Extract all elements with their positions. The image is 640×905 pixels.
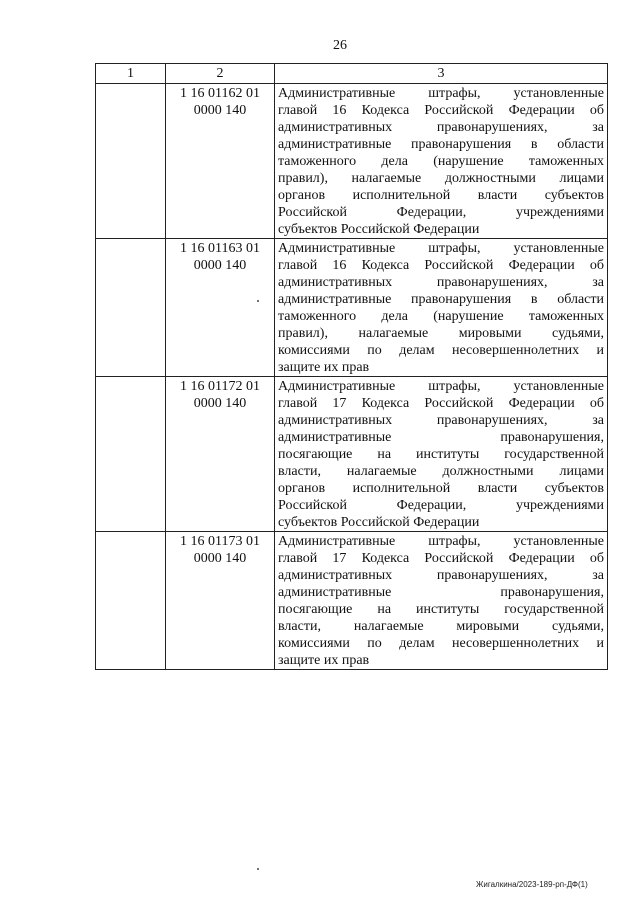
budget-code-cell [166, 239, 275, 377]
scan-speck [257, 868, 259, 870]
description-line: административных правонарушениях, за [278, 568, 604, 583]
description-line: Административные штрафы, установленные [278, 379, 604, 394]
budget-code-line: 0000 140 [193, 103, 247, 118]
description-cell [275, 239, 608, 377]
description-line: Российской Федерации, учреждениями [278, 498, 604, 513]
header-col-3: 3 [275, 64, 608, 84]
budget-code-line: 0000 140 [193, 551, 247, 566]
description-line: власти, налагаемые мировыми судьями, [278, 619, 604, 634]
description-line: комиссиями по делам несовершеннолетних и [278, 636, 604, 651]
description-line: защите их прав [278, 360, 370, 375]
description-line: Административные штрафы, установленные [278, 86, 604, 101]
table-row [96, 84, 608, 239]
description-line: правил), налагаемые мировыми судьями, [278, 326, 604, 341]
row-number-cell [96, 84, 166, 239]
description-line: защите их прав [278, 653, 370, 668]
document-stamp: Жигалкина/2023-189-рп-ДФ(1) [476, 880, 588, 889]
description-line: субъектов Российской Федерации [278, 515, 480, 530]
description-line: административные правонарушения в области [278, 292, 604, 307]
budget-code-line: 1 16 01172 01 [180, 379, 260, 394]
budget-code-line: 1 16 01173 01 [180, 534, 260, 549]
description-line: органов исполнительной власти субъектов [278, 188, 604, 203]
scan-speck [257, 300, 259, 302]
description-line: таможенного дела (нарушение таможенных [278, 309, 604, 324]
row-number-cell [96, 239, 166, 377]
table-row [96, 532, 608, 670]
budget-code-cell [166, 377, 275, 532]
description-cell [275, 84, 608, 239]
description-cell [275, 377, 608, 532]
page-number: 26 [333, 38, 347, 53]
description-line: таможенного дела (нарушение таможенных [278, 154, 604, 169]
description-line: главой 16 Кодекса Российской Федерации об [278, 258, 604, 273]
description-line: комиссиями по делам несовершеннолетних и [278, 343, 604, 358]
description-line: субъектов Российской Федерации [278, 222, 480, 237]
row-number-cell [96, 532, 166, 670]
table-header-row [96, 64, 608, 84]
description-line: административные правонарушения, [278, 585, 604, 600]
description-line: административные правонарушения, [278, 430, 604, 445]
description-line: власти, налагаемые должностными лицами [278, 464, 604, 479]
description-line: Административные штрафы, установленные [278, 534, 604, 549]
description-line: главой 17 Кодекса Российской Федерации об [278, 396, 604, 411]
budget-code-cell [166, 84, 275, 239]
row-number-cell [96, 377, 166, 532]
budget-code-cell [166, 532, 275, 670]
table-row [96, 239, 608, 377]
description-line: главой 17 Кодекса Российской Федерации об [278, 551, 604, 566]
budget-codes-table [95, 63, 608, 670]
header-col-2: 2 [166, 64, 275, 84]
description-line: Административные штрафы, установленные [278, 241, 604, 256]
budget-code-line: 1 16 01163 01 [180, 241, 260, 256]
description-line: Российской Федерации, учреждениями [278, 205, 604, 220]
budget-code-line: 1 16 01162 01 [180, 86, 260, 101]
description-line: административных правонарушениях, за [278, 413, 604, 428]
budget-code-line: 0000 140 [193, 396, 247, 411]
table-body [96, 84, 608, 670]
description-line: административные правонарушения в области [278, 137, 604, 152]
description-line: административных правонарушениях, за [278, 275, 604, 290]
description-line: посягающие на институты государственной [278, 447, 604, 462]
description-line: органов исполнительной власти субъектов [278, 481, 604, 496]
budget-code-line: 0000 140 [193, 258, 247, 273]
description-line: административных правонарушениях, за [278, 120, 604, 135]
description-line: правил), налагаемые должностными лицами [278, 171, 604, 186]
description-cell [275, 532, 608, 670]
table-row [96, 377, 608, 532]
header-col-1: 1 [96, 64, 166, 84]
description-line: посягающие на институты государственной [278, 602, 604, 617]
description-line: главой 16 Кодекса Российской Федерации об [278, 103, 604, 118]
